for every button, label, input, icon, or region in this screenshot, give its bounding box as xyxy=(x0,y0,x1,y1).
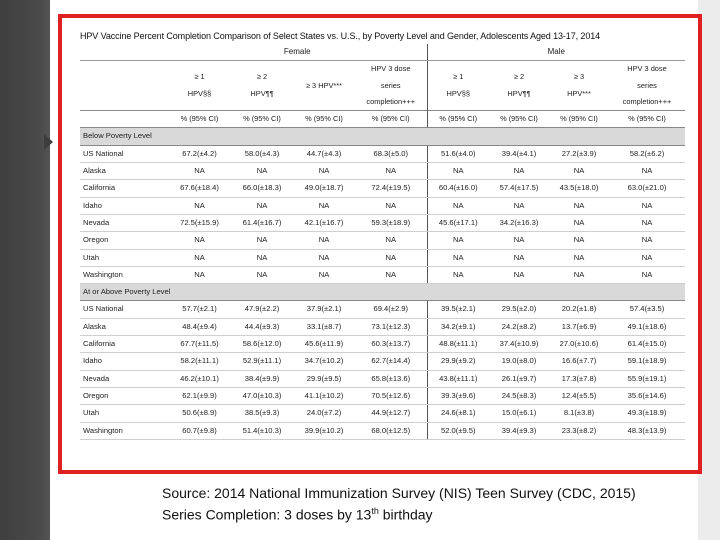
value-cell: NA xyxy=(609,163,685,180)
value-cell: 49.1(±18.6) xyxy=(609,318,685,335)
value-cell: 62.7(±14.4) xyxy=(355,353,427,370)
value-cell: 55.9(±19.1) xyxy=(609,370,685,387)
value-cell: 60.3(±13.7) xyxy=(355,336,427,353)
dose-header-row xyxy=(80,61,685,111)
value-cell: NA xyxy=(549,197,609,214)
state-name: Oregon xyxy=(80,387,168,404)
value-cell: NA xyxy=(168,232,231,249)
value-cell: 39.5(±2.1) xyxy=(427,301,489,318)
dose-header-line1: ≥ 2 xyxy=(256,72,268,82)
value-cell: 46.2(±10.1) xyxy=(168,370,231,387)
state-name: Idaho xyxy=(80,197,168,214)
state-name: Washington xyxy=(80,422,168,439)
caption-series-suffix: birthday xyxy=(378,506,433,523)
value-cell: 27.2(±3.9) xyxy=(549,145,609,162)
value-cell: 48.3(±13.9) xyxy=(609,422,685,439)
value-cell: 57.4(±3.5) xyxy=(609,301,685,318)
state-name: US National xyxy=(80,145,168,162)
section-header-row xyxy=(80,284,685,301)
value-cell: NA xyxy=(549,266,609,283)
value-cell: 59.3(±18.9) xyxy=(355,214,427,231)
table-row xyxy=(80,301,685,318)
table-row xyxy=(80,266,685,283)
value-cell: 65.8(±13.6) xyxy=(355,370,427,387)
caption-source-line: Source: 2014 National Immunization Survey (NIS) Teen Survey (CDC, 2015) xyxy=(162,485,636,501)
dose-header-line3: completion+++ xyxy=(366,96,416,106)
gender-header-1: Male xyxy=(427,44,685,61)
value-cell: NA xyxy=(609,266,685,283)
value-cell: NA xyxy=(355,232,427,249)
value-cell: NA xyxy=(549,232,609,249)
ci-header: % (95% CI) xyxy=(293,111,355,128)
value-cell: 39.4(±9.3) xyxy=(489,422,549,439)
dose-header xyxy=(489,61,549,111)
dose-header-line3: completion+++ xyxy=(622,96,672,106)
value-cell: NA xyxy=(168,197,231,214)
dose-header-line2: HPV§§ xyxy=(446,88,470,98)
value-cell: 23.3(±8.2) xyxy=(549,422,609,439)
value-cell: 37.4(±10.9) xyxy=(489,336,549,353)
value-cell: NA xyxy=(427,163,489,180)
left-decor-notch xyxy=(44,134,53,150)
value-cell: 48.4(±9.4) xyxy=(168,318,231,335)
value-cell: 38.5(±9.3) xyxy=(231,405,293,422)
value-cell: 29.5(±2.0) xyxy=(489,301,549,318)
dose-header-line2: HPV§§ xyxy=(187,88,212,98)
value-cell: NA xyxy=(168,249,231,266)
value-cell: NA xyxy=(549,163,609,180)
corner-cell xyxy=(80,61,168,111)
value-cell: 69.4(±2.9) xyxy=(355,301,427,318)
value-cell: NA xyxy=(355,266,427,283)
value-cell: 60.7(±9.8) xyxy=(168,422,231,439)
value-cell: 51.4(±10.3) xyxy=(231,422,293,439)
ci-header: % (95% CI) xyxy=(355,111,427,128)
value-cell: 57.4(±17.5) xyxy=(489,180,549,197)
value-cell: 27.0(±10.6) xyxy=(549,336,609,353)
table-row xyxy=(80,318,685,335)
dose-header-line2: HPV¶¶ xyxy=(250,88,274,98)
dose-header xyxy=(609,61,685,111)
dose-header xyxy=(427,61,489,111)
state-name: Oregon xyxy=(80,232,168,249)
table-row xyxy=(80,353,685,370)
value-cell: 58.6(±12.0) xyxy=(231,336,293,353)
value-cell: 43.5(±18.0) xyxy=(549,180,609,197)
ci-header: % (95% CI) xyxy=(549,111,609,128)
value-cell: NA xyxy=(355,197,427,214)
section-label: Below Poverty Level xyxy=(80,128,685,145)
caption-series-text: Series Completion: 3 doses by 13 xyxy=(162,506,372,523)
value-cell: NA xyxy=(609,249,685,266)
value-cell: 47.0(±10.3) xyxy=(231,387,293,404)
value-cell: 29.9(±9.5) xyxy=(293,370,355,387)
table-row xyxy=(80,336,685,353)
corner-cell xyxy=(80,44,168,61)
value-cell: 33.1(±8.7) xyxy=(293,318,355,335)
value-cell: 58.2(±11.1) xyxy=(168,353,231,370)
ci-header-row xyxy=(80,111,685,128)
value-cell: 59.1(±18.9) xyxy=(609,353,685,370)
value-cell: 48.8(±11.1) xyxy=(427,336,489,353)
section-header-row xyxy=(80,128,685,145)
ci-header: % (95% CI) xyxy=(231,111,293,128)
gender-header-0: Female xyxy=(168,44,427,61)
table-row xyxy=(80,163,685,180)
value-cell: 68.3(±5.0) xyxy=(355,145,427,162)
state-name: Utah xyxy=(80,405,168,422)
value-cell: 41.1(±10.2) xyxy=(293,387,355,404)
table-row xyxy=(80,214,685,231)
value-cell: 58.2(±6.2) xyxy=(609,145,685,162)
table-row xyxy=(80,405,685,422)
state-name: Washington xyxy=(80,266,168,283)
state-name: Nevada xyxy=(80,214,168,231)
table-title: HPV Vaccine Percent Completion Comparison of Select States vs. U.S., by Poverty Level and Gender, Adolescents Aged 13-17, 2014 xyxy=(80,31,601,41)
caption-series-line xyxy=(162,502,636,524)
dose-header xyxy=(231,61,293,111)
ci-header: % (95% CI) xyxy=(427,111,489,128)
value-cell: 34.7(±10.2) xyxy=(293,353,355,370)
value-cell: 61.4(±15.0) xyxy=(609,336,685,353)
value-cell: NA xyxy=(489,249,549,266)
table-row xyxy=(80,422,685,439)
value-cell: 34.2(±9.1) xyxy=(427,318,489,335)
state-name: Nevada xyxy=(80,370,168,387)
value-cell: 66.0(±18.3) xyxy=(231,180,293,197)
value-cell: 17.3(±7.8) xyxy=(549,370,609,387)
value-cell: 52.0(±9.5) xyxy=(427,422,489,439)
value-cell: NA xyxy=(293,266,355,283)
value-cell: 58.0(±4.3) xyxy=(231,145,293,162)
caption-series-sup: th xyxy=(371,506,379,516)
value-cell: NA xyxy=(231,197,293,214)
state-name: Alaska xyxy=(80,318,168,335)
value-cell: NA xyxy=(609,214,685,231)
source-caption xyxy=(162,484,636,524)
value-cell: NA xyxy=(427,249,489,266)
dose-header xyxy=(549,61,609,111)
value-cell: NA xyxy=(355,249,427,266)
value-cell: 29.9(±9.2) xyxy=(427,353,489,370)
dose-header xyxy=(293,61,355,111)
value-cell: NA xyxy=(231,249,293,266)
value-cell: NA xyxy=(489,266,549,283)
value-cell: 44.7(±4.3) xyxy=(293,145,355,162)
value-cell: 47.9(±2.2) xyxy=(231,301,293,318)
value-cell: 67.2(±4.2) xyxy=(168,145,231,162)
left-decor-band xyxy=(0,0,50,540)
dose-header-line2: HPV¶¶ xyxy=(507,88,531,98)
value-cell: NA xyxy=(427,266,489,283)
value-cell: NA xyxy=(549,249,609,266)
state-name: California xyxy=(80,336,168,353)
value-cell: 67.7(±11.5) xyxy=(168,336,231,353)
value-cell: 45.6(±11.9) xyxy=(293,336,355,353)
value-cell: 50.6(±8.9) xyxy=(168,405,231,422)
table-row xyxy=(80,232,685,249)
value-cell: NA xyxy=(168,266,231,283)
value-cell: 39.4(±4.1) xyxy=(489,145,549,162)
table-row xyxy=(80,387,685,404)
value-cell: 26.1(±9.7) xyxy=(489,370,549,387)
dose-header xyxy=(168,61,231,111)
value-cell: NA xyxy=(489,232,549,249)
dose-header-line1: ≥ 3 xyxy=(573,72,585,82)
value-cell: NA xyxy=(293,163,355,180)
value-cell: 62.1(±9.9) xyxy=(168,387,231,404)
value-cell: 38.4(±9.9) xyxy=(231,370,293,387)
value-cell: 16.6(±7.7) xyxy=(549,353,609,370)
value-cell: 49.3(±18.9) xyxy=(609,405,685,422)
value-cell: NA xyxy=(231,232,293,249)
value-cell: 51.6(±4.0) xyxy=(427,145,489,162)
table-row xyxy=(80,180,685,197)
value-cell: 39.3(±9.6) xyxy=(427,387,489,404)
value-cell: 67.6(±18.4) xyxy=(168,180,231,197)
value-cell: 61.4(±16.7) xyxy=(231,214,293,231)
dose-header-line2: HPV*** xyxy=(567,88,591,98)
value-cell: NA xyxy=(293,197,355,214)
dose-header-line1: HPV 3 dose xyxy=(627,64,667,74)
state-name: Utah xyxy=(80,249,168,266)
value-cell: 37.9(±2.1) xyxy=(293,301,355,318)
dose-header-line1: ≥ 3 HPV*** xyxy=(305,80,343,90)
ci-header: % (95% CI) xyxy=(609,111,685,128)
value-cell: NA xyxy=(609,232,685,249)
value-cell: 44.4(±9.3) xyxy=(231,318,293,335)
value-cell: 68.0(±12.5) xyxy=(355,422,427,439)
value-cell: 13.7(±6.9) xyxy=(549,318,609,335)
value-cell: 63.0(±21.0) xyxy=(609,180,685,197)
dose-header-line1: ≥ 2 xyxy=(513,72,525,82)
value-cell: NA xyxy=(168,163,231,180)
value-cell: NA xyxy=(355,163,427,180)
value-cell: 35.6(±14.6) xyxy=(609,387,685,404)
corner-cell xyxy=(80,111,168,128)
dose-header-line2: series xyxy=(637,80,657,90)
value-cell: 52.9(±11.1) xyxy=(231,353,293,370)
value-cell: 49.0(±18.7) xyxy=(293,180,355,197)
dose-header-line1: HPV 3 dose xyxy=(371,64,411,74)
value-cell: NA xyxy=(489,197,549,214)
value-cell: 44.9(±12.7) xyxy=(355,405,427,422)
section-label: At or Above Poverty Level xyxy=(80,284,685,301)
value-cell: NA xyxy=(231,266,293,283)
value-cell: NA xyxy=(427,197,489,214)
state-name: Idaho xyxy=(80,353,168,370)
value-cell: NA xyxy=(489,163,549,180)
value-cell: 20.2(±1.8) xyxy=(549,301,609,318)
value-cell: NA xyxy=(609,197,685,214)
dose-header-line1: ≥ 1 xyxy=(453,72,464,82)
state-name: California xyxy=(80,180,168,197)
value-cell: 15.0(±6.1) xyxy=(489,405,549,422)
value-cell: NA xyxy=(427,232,489,249)
hpv-completion-table xyxy=(80,44,685,440)
table-row xyxy=(80,145,685,162)
value-cell: 42.1(±16.7) xyxy=(293,214,355,231)
value-cell: 57.7(±2.1) xyxy=(168,301,231,318)
value-cell: 72.4(±19.5) xyxy=(355,180,427,197)
value-cell: NA xyxy=(293,249,355,266)
value-cell: 24.6(±8.1) xyxy=(427,405,489,422)
value-cell: 12.4(±5.5) xyxy=(549,387,609,404)
value-cell: 24.0(±7.2) xyxy=(293,405,355,422)
value-cell: 24.2(±8.2) xyxy=(489,318,549,335)
value-cell: NA xyxy=(549,214,609,231)
hpv-table-figure xyxy=(80,28,685,440)
ci-header: % (95% CI) xyxy=(168,111,231,128)
table-row xyxy=(80,197,685,214)
table-row xyxy=(80,370,685,387)
value-cell: NA xyxy=(231,163,293,180)
value-cell: 73.1(±12.3) xyxy=(355,318,427,335)
value-cell: 72.5(±15.9) xyxy=(168,214,231,231)
value-cell: 43.8(±11.1) xyxy=(427,370,489,387)
ci-header: % (95% CI) xyxy=(489,111,549,128)
table-row xyxy=(80,249,685,266)
value-cell: 70.5(±12.6) xyxy=(355,387,427,404)
dose-header xyxy=(355,61,427,111)
dose-header-line1: ≥ 1 xyxy=(194,72,205,82)
gender-header-row xyxy=(80,44,685,61)
dose-header-line2: series xyxy=(380,80,401,90)
state-name: US National xyxy=(80,301,168,318)
value-cell: 19.0(±8.0) xyxy=(489,353,549,370)
value-cell: 34.2(±16.3) xyxy=(489,214,549,231)
state-name: Alaska xyxy=(80,163,168,180)
value-cell: 45.6(±17.1) xyxy=(427,214,489,231)
value-cell: NA xyxy=(293,232,355,249)
value-cell: 24.5(±8.3) xyxy=(489,387,549,404)
value-cell: 39.9(±10.2) xyxy=(293,422,355,439)
value-cell: 8.1(±3.8) xyxy=(549,405,609,422)
value-cell: 60.4(±16.0) xyxy=(427,180,489,197)
